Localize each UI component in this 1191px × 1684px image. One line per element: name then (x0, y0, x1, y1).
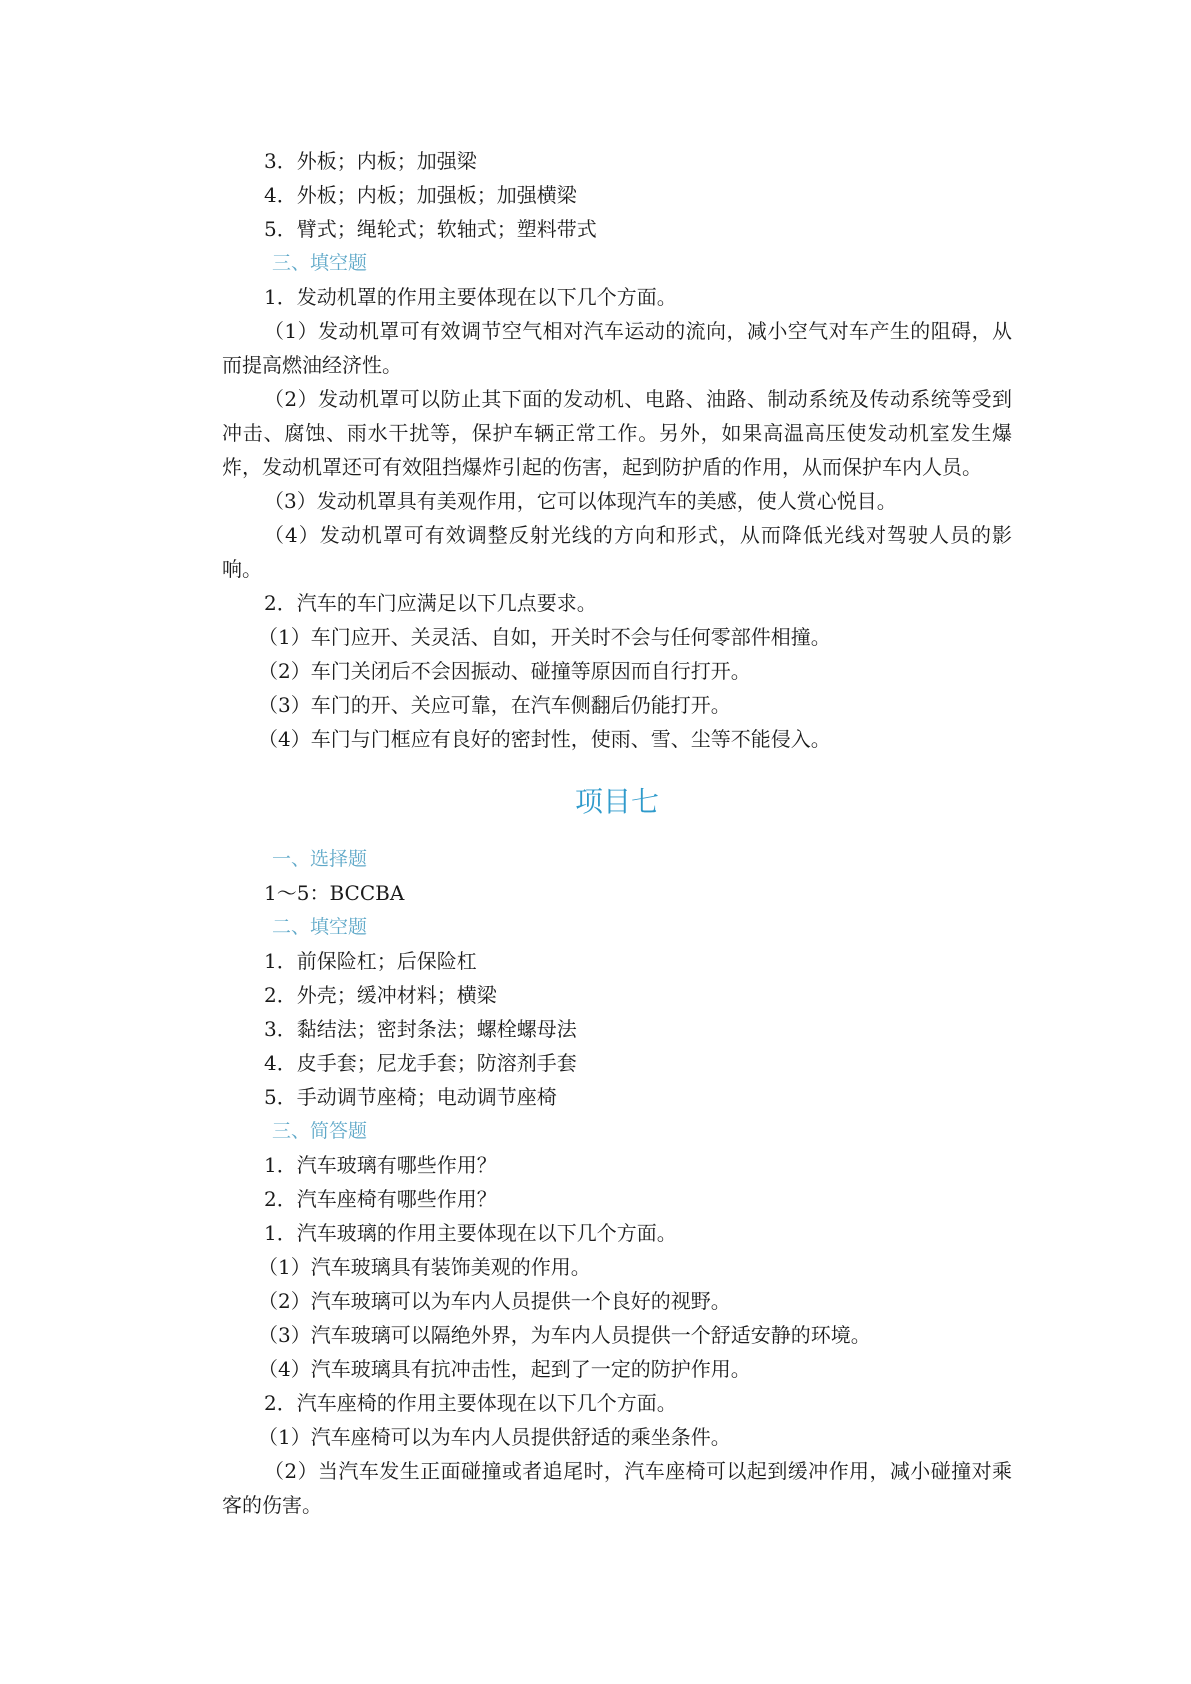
document-page (222, 144, 1012, 1522)
answer-point: （4）车门与门框应有良好的密封性，使雨、雪、尘等不能侵入。 (258, 727, 831, 751)
answer-point: （4）汽车玻璃具有抗冲击性，起到了一定的防护作用。 (258, 1357, 751, 1381)
question-item: 2．汽车座椅有哪些作用？ (264, 1187, 497, 1211)
answer-item: 3．外板；内板；加强梁 (264, 149, 477, 173)
section-heading-short-answer: 三、简答题 (272, 1120, 368, 1142)
answer-point: （2）发动机罩可以防止其下面的发动机、电路、油路、制动系统及传动系统等受到冲击、腐蚀、雨水干扰等，保护车辆正常工作。另外，如果高温高压使发动机室发生爆炸，发动机罩还可有效阻挡爆炸引起的伤害，起到防护盾的作用，从而保护车内人员。 (222, 387, 1012, 479)
answer-point: （1）汽车玻璃具有装饰美观的作用。 (258, 1255, 591, 1279)
answer-point: （3）车门的开、关应可靠，在汽车侧翻后仍能打开。 (258, 693, 731, 717)
answer-item: 5．手动调节座椅；电动调节座椅 (264, 1085, 557, 1109)
answer-item: 4．皮手套；尼龙手套；防溶剂手套 (264, 1051, 577, 1075)
answer-point: （1）汽车座椅可以为车内人员提供舒适的乘坐条件。 (258, 1425, 731, 1449)
answer-item: 2．外壳；缓冲材料；横梁 (264, 983, 497, 1007)
project-title: 项目七 (574, 785, 659, 818)
answer-point: （1）发动机罩可有效调节空气相对汽车运动的流向，减小空气对车产生的阻碍，从而提高燃油经济性。 (222, 319, 1012, 377)
section-heading-fill-blank: 二、填空题 (272, 916, 368, 938)
choice-answer: 1～5：BCCBA (264, 881, 405, 905)
answer-intro: 2．汽车座椅的作用主要体现在以下几个方面。 (264, 1391, 677, 1415)
answer-point: （2）车门关闭后不会因振动、碰撞等原因而自行打开。 (258, 659, 751, 683)
answer-point: （2）汽车玻璃可以为车内人员提供一个良好的视野。 (258, 1289, 731, 1313)
answer-point: （1）车门应开、关灵活、自如，开关时不会与任何零部件相撞。 (258, 625, 831, 649)
section-heading-choice: 一、选择题 (272, 848, 368, 870)
answer-point: （4）发动机罩可有效调整反射光线的方向和形式，从而降低光线对驾驶人员的影响。 (222, 523, 1012, 581)
question-intro: 2．汽车的车门应满足以下几点要求。 (264, 591, 597, 615)
answer-point: （3）发动机罩具有美观作用，它可以体现汽车的美感，使人赏心悦目。 (264, 489, 897, 513)
section-heading-fill-blank: 三、填空题 (272, 252, 368, 274)
answer-item: 5．臂式；绳轮式；软轴式；塑料带式 (264, 217, 597, 241)
answer-item: 1．前保险杠；后保险杠 (264, 949, 477, 973)
answer-intro: 1．汽车玻璃的作用主要体现在以下几个方面。 (264, 1221, 677, 1245)
question-item: 1．汽车玻璃有哪些作用？ (264, 1153, 497, 1177)
answer-item: 4．外板；内板；加强板；加强横梁 (264, 183, 577, 207)
answer-point: （3）汽车玻璃可以隔绝外界，为车内人员提供一个舒适安静的环境。 (258, 1323, 871, 1347)
answer-item: 3．黏结法；密封条法；螺栓螺母法 (264, 1017, 577, 1041)
question-intro: 1．发动机罩的作用主要体现在以下几个方面。 (264, 285, 677, 309)
answer-point: （2）当汽车发生正面碰撞或者追尾时，汽车座椅可以起到缓冲作用，减小碰撞对乘客的伤害。 (222, 1459, 1012, 1517)
